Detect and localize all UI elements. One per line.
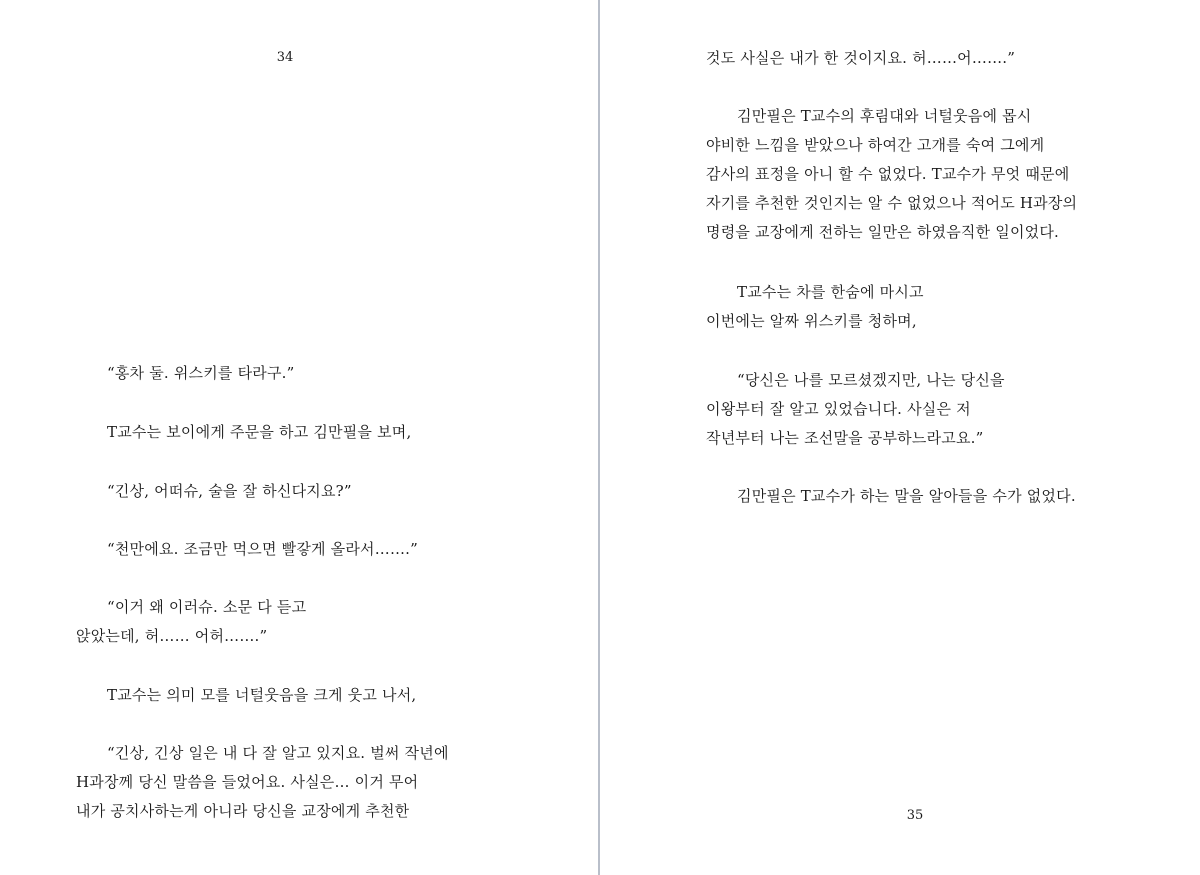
text-line: H과장께 당신 말씀을 들었어요. 사실은… 이거 무어 — [76, 773, 419, 791]
text-line: 감사의 표정을 아니 할 수 없었다. T교수가 무엇 때문에 — [706, 165, 1070, 183]
text-line: “긴상, 어떠슈, 술을 잘 하신다지요?” — [107, 482, 352, 500]
text-line: T교수는 의미 모를 너털웃음을 크게 웃고 나서, — [107, 686, 417, 704]
text-line: 내가 공치사하는게 아니라 당신을 교장에게 추천한 — [76, 802, 410, 820]
paragraph — [706, 366, 1005, 453]
text-line: 작년부터 나는 조선말을 공부하느라고요.” — [706, 429, 984, 447]
page-number-right: 35 — [906, 808, 924, 823]
left-page — [0, 0, 599, 875]
page-number-left: 34 — [276, 50, 294, 65]
paragraph — [706, 44, 1015, 73]
paragraph — [76, 535, 418, 564]
paragraph — [76, 359, 294, 388]
text-line: “긴상, 긴상 일은 내 다 잘 알고 있지요. 벌써 작년에 — [107, 744, 449, 762]
text-line: 자기를 추천한 것인지는 알 수 없었으나 적어도 H과장의 — [706, 194, 1078, 212]
text-line: 김만필은 T교수의 후림대와 너털웃음에 몹시 — [737, 107, 1032, 125]
text-line: T교수는 보이에게 주문을 하고 김만필을 보며, — [107, 423, 412, 441]
text-line: T교수는 차를 한숨에 마시고 — [737, 283, 924, 301]
paragraph — [76, 593, 306, 651]
paragraph — [706, 278, 924, 336]
paragraph — [76, 681, 416, 710]
text-line: 이번에는 알짜 위스키를 청하며, — [706, 312, 917, 330]
text-line: 것도 사실은 내가 한 것이지요. 허……어…….” — [706, 49, 1016, 67]
right-page — [600, 0, 1200, 875]
text-line: 김만필은 T교수가 하는 말을 알아들을 수가 없었다. — [737, 487, 1076, 505]
text-line: 이왕부터 잘 알고 있었습니다. 사실은 저 — [706, 400, 971, 418]
paragraph — [76, 477, 352, 506]
paragraph — [76, 418, 411, 447]
text-line: 명령을 교장에게 전하는 일만은 하였음직한 일이었다. — [706, 223, 1059, 241]
text-line: 야비한 느낌을 받았으나 하여간 고개를 숙여 그에게 — [706, 136, 1045, 154]
text-line: “천만에요. 조금만 먹으면 빨갛게 올라서…….” — [107, 540, 418, 558]
paragraph — [706, 482, 1076, 511]
text-line: 앉았는데, 허…… 어허…….” — [76, 627, 268, 645]
text-line: “이거 왜 이러슈. 소문 다 듣고 — [107, 598, 307, 616]
text-line: “당신은 나를 모르셨겠지만, 나는 당신을 — [737, 371, 1005, 389]
paragraph — [706, 102, 1077, 247]
text-line: “홍차 둘. 위스키를 타라구.” — [107, 364, 295, 382]
paragraph — [76, 739, 449, 826]
